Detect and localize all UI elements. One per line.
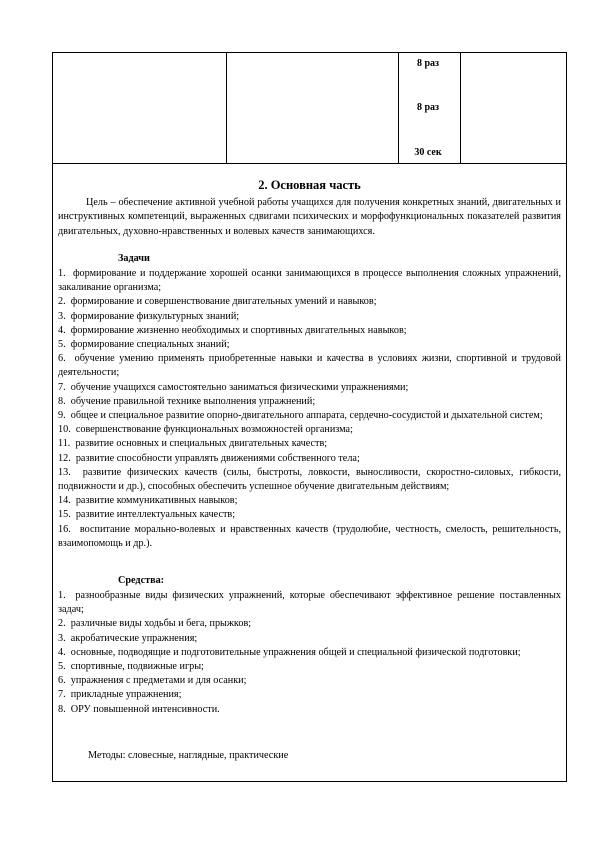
list-item-number: 3. — [58, 310, 66, 322]
list-item-number: 9. — [58, 410, 66, 422]
task-item — [58, 409, 561, 423]
list-item-text: разнообразные виды физических упражнений, которые обеспечивают эффективное решение поставленных задач; — [58, 590, 561, 616]
list-item-text: обучение правильной технике выполнения упражнений; — [70, 395, 316, 407]
list-item-number: 15. — [58, 509, 71, 521]
list-item-number: 12. — [58, 452, 71, 464]
list-item-number: 5. — [58, 661, 66, 673]
list-item-text: акробатические упражнения; — [70, 632, 198, 644]
tasks-heading: Задачи — [118, 253, 150, 264]
means-list — [58, 589, 561, 717]
list-item-number: 6. — [58, 353, 66, 365]
list-item-number: 7. — [58, 381, 66, 393]
means-item — [58, 617, 561, 631]
list-item-number: 1. — [58, 590, 66, 601]
means-item — [58, 688, 561, 702]
task-item — [58, 324, 561, 338]
list-item-text: совершенствование функциональных возможностей организма; — [75, 424, 353, 436]
means-item — [58, 646, 561, 660]
task-item — [58, 494, 561, 508]
list-item-number: 16. — [58, 523, 71, 535]
list-item-number: 14. — [58, 495, 71, 507]
task-item — [58, 381, 561, 395]
list-item-text: общее и специальное развитие опорно-двигательного аппарата, сердечно-сосудистой и дыхательной систем; — [70, 410, 543, 422]
list-item-number: 2. — [58, 618, 66, 630]
means-item — [58, 660, 561, 674]
dosage-cell-text: 8 раз — [416, 58, 440, 69]
list-item-text: основные, подводящие и подготовительные упражнения общей и специальной физической подготовки; — [70, 646, 521, 658]
task-item — [58, 437, 561, 451]
section-title: 2. Основная часть — [258, 178, 361, 192]
list-item-text: ОРУ повышенной интенсивности. — [70, 703, 220, 715]
list-item-text: спортивные, подвижные игры; — [70, 661, 204, 673]
list-item-text: развитие интеллектуальных качеств; — [75, 509, 236, 521]
list-item-text: развитие основных и специальных двигательных качеств; — [75, 438, 328, 450]
table-column-divider — [460, 53, 461, 163]
list-item-number: 4. — [58, 324, 66, 336]
list-item-text: обучение учащихся самостоятельно заниматься физическими упражнениями; — [70, 381, 409, 393]
task-item — [58, 352, 561, 380]
list-item-number: 1. — [58, 268, 66, 279]
list-item-number: 11. — [58, 438, 71, 450]
list-item-number: 2. — [58, 296, 66, 308]
dosage-cell-text: 30 сек — [414, 147, 442, 158]
list-item-text: прикладные упражнения; — [70, 689, 182, 701]
exercise-table-row — [52, 52, 567, 164]
methods-text: Методы: словесные, наглядные, практические — [88, 750, 289, 761]
list-item-text: обучение умению применять приобретенные навыки и качества в условиях жизни, спортивной и трудовой деятельности; — [58, 353, 561, 379]
task-item — [58, 466, 561, 494]
task-item — [58, 267, 561, 295]
goal-paragraph: Цель – обеспечение активной учебной работы учащихся для получения конкретных знаний, двигательных и инструктивных компетенций, выраженных сдвигами психических и морфофункциональных показателей развития двигательных, духовно-нравственных и волевых качеств занимающихся. — [58, 197, 561, 237]
list-item-text: воспитание морально-волевых и нравственных качеств (трудолюбие, честность, смелость, решительность, взаимопомощь и др.). — [58, 523, 562, 549]
list-item-number: 5. — [58, 339, 66, 351]
means-item — [58, 674, 561, 688]
list-item-number: 13. — [58, 466, 71, 478]
list-item-number: 6. — [58, 675, 66, 687]
task-item — [58, 452, 561, 466]
tasks-list — [58, 267, 561, 551]
task-item — [58, 508, 561, 522]
document-page — [52, 0, 567, 782]
list-item-text: формирование специальных знаний; — [70, 339, 230, 351]
list-item-text: формирование и поддержание хорошей осанки занимающихся в процессе выполнения сложных упражнений, закаливание организма; — [58, 268, 561, 294]
list-item-number: 8. — [58, 703, 66, 715]
means-item — [58, 632, 561, 646]
list-item-text: упражнения с предметами и для осанки; — [70, 675, 247, 687]
means-item — [58, 589, 561, 617]
list-item-text: формирование и совершенствование двигательных умений и навыков; — [70, 296, 377, 308]
task-item — [58, 338, 561, 352]
means-heading: Средства: — [118, 575, 165, 586]
list-item-text: формирование жизненно необходимых и спортивных двигательных навыков; — [70, 324, 407, 336]
list-item-text: формирование физкультурных знаний; — [70, 310, 240, 322]
list-item-number: 3. — [58, 632, 66, 644]
list-item-text: различные виды ходьбы и бега, прыжков; — [70, 618, 252, 630]
dosage-cell-text: 8 раз — [416, 102, 440, 113]
task-item — [58, 310, 561, 324]
table-column-divider — [226, 53, 227, 163]
task-item — [58, 523, 561, 551]
list-item-number: 7. — [58, 689, 66, 701]
list-item-text: развитие способности управлять движениями собственного тела; — [75, 452, 360, 464]
list-item-number: 4. — [58, 646, 66, 658]
task-item — [58, 423, 561, 437]
list-item-text: развитие физических качеств (силы, быстроты, ловкости, выносливости, скоростно-силовых, гибкости, подвижности и др.), способных обеспечить успешное обучение двигательным действиям; — [58, 466, 561, 493]
task-item — [58, 395, 561, 409]
list-item-text: развитие коммуникативных навыков; — [75, 495, 238, 507]
list-item-number: 8. — [58, 395, 66, 407]
list-item-number: 10. — [58, 424, 71, 436]
task-item — [58, 295, 561, 309]
means-item — [58, 703, 561, 717]
